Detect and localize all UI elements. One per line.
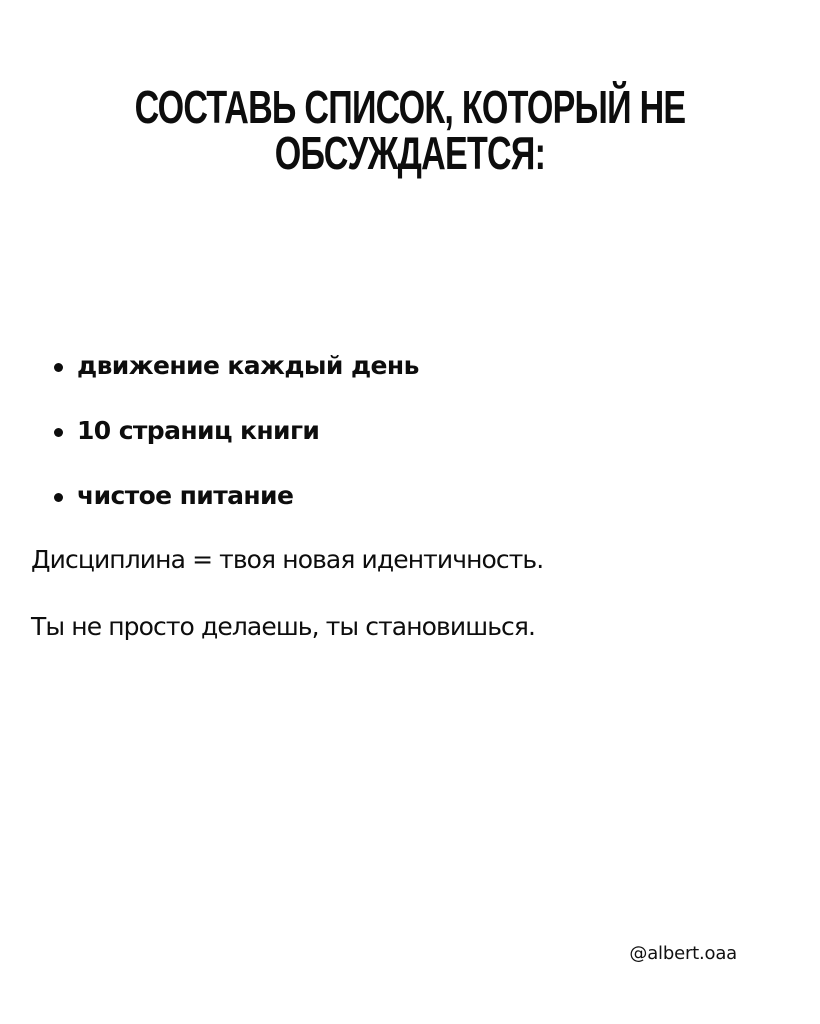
bullet-icon (54, 363, 63, 372)
bullet-icon (54, 493, 63, 502)
becoming-statement: Ты не просто делаешь, ты становишься. (31, 612, 536, 641)
page-title-line-2: ОБСУЖДАЕТСЯ: (274, 127, 546, 179)
author-handle: @albert.oaa (629, 943, 737, 964)
bullet-icon (54, 428, 63, 437)
list-item (52, 413, 419, 478)
list-item-label: движение каждый день (77, 351, 419, 380)
list-item (52, 478, 419, 543)
habit-list (52, 348, 419, 543)
list-item-label: чистое питание (77, 481, 294, 510)
list-item (52, 348, 419, 413)
list-item-label: 10 страниц книги (77, 416, 320, 445)
page-title-line-1: СОСТАВЬ СПИСОК, КОТОРЫЙ НЕ (134, 81, 686, 133)
discipline-statement: Дисциплина = твоя новая идентичность. (31, 545, 544, 574)
page-title (107, 81, 714, 179)
